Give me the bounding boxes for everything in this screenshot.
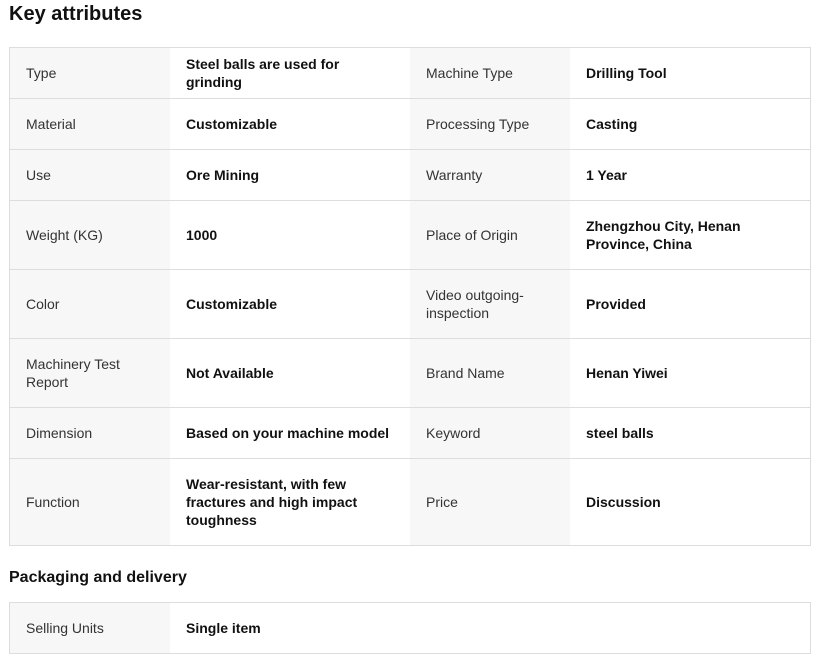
attr-value-warranty: 1 Year xyxy=(570,150,810,201)
attr-label-color: Color xyxy=(10,270,170,339)
attr-label-brand-name: Brand Name xyxy=(410,339,570,408)
attr-value-dimension: Based on your machine model xyxy=(170,408,410,459)
attr-value-keyword: steel balls xyxy=(570,408,810,459)
attr-value-material: Customizable xyxy=(170,99,410,150)
key-attributes-title: Key attributes xyxy=(9,3,143,25)
attr-label-weight: Weight (KG) xyxy=(10,201,170,270)
attr-value-machinery-test-report: Not Available xyxy=(170,339,410,408)
attr-value-video-inspection: Provided xyxy=(570,270,810,339)
attr-label-processing-type: Processing Type xyxy=(410,99,570,150)
attr-value-machine-type: Drilling Tool xyxy=(570,48,810,99)
attr-label-dimension: Dimension xyxy=(10,408,170,459)
attr-value-price: Discussion xyxy=(570,459,810,545)
attr-value-type: Steel balls are used for grinding xyxy=(170,48,410,99)
attr-value-brand-name: Henan Yiwei xyxy=(570,339,810,408)
attr-label-use: Use xyxy=(10,150,170,201)
pack-value-selling-units: Single item xyxy=(170,603,810,653)
attr-value-weight: 1000 xyxy=(170,201,410,270)
attr-label-video-inspection: Video outgoing-inspection xyxy=(410,270,570,339)
attr-value-place-of-origin: Zhengzhou City, Henan Province, China xyxy=(570,201,810,270)
attr-value-function: Wear-resistant, with few fractures and high impact toughness xyxy=(170,459,410,545)
attr-value-color: Customizable xyxy=(170,270,410,339)
attr-label-function: Function xyxy=(10,459,170,545)
attr-label-keyword: Keyword xyxy=(410,408,570,459)
packaging-delivery-title: Packaging and delivery xyxy=(9,569,187,586)
attr-label-warranty: Warranty xyxy=(410,150,570,201)
attr-label-material: Material xyxy=(10,99,170,150)
attr-value-use: Ore Mining xyxy=(170,150,410,201)
attr-label-type: Type xyxy=(10,48,170,99)
attr-label-price: Price xyxy=(410,459,570,545)
attr-value-processing-type: Casting xyxy=(570,99,810,150)
key-attributes-table xyxy=(9,47,811,546)
packaging-table xyxy=(9,602,811,654)
attr-label-machinery-test-report: Machinery Test Report xyxy=(10,339,170,408)
attr-label-place-of-origin: Place of Origin xyxy=(410,201,570,270)
attr-label-machine-type: Machine Type xyxy=(410,48,570,99)
pack-label-selling-units: Selling Units xyxy=(10,603,170,653)
